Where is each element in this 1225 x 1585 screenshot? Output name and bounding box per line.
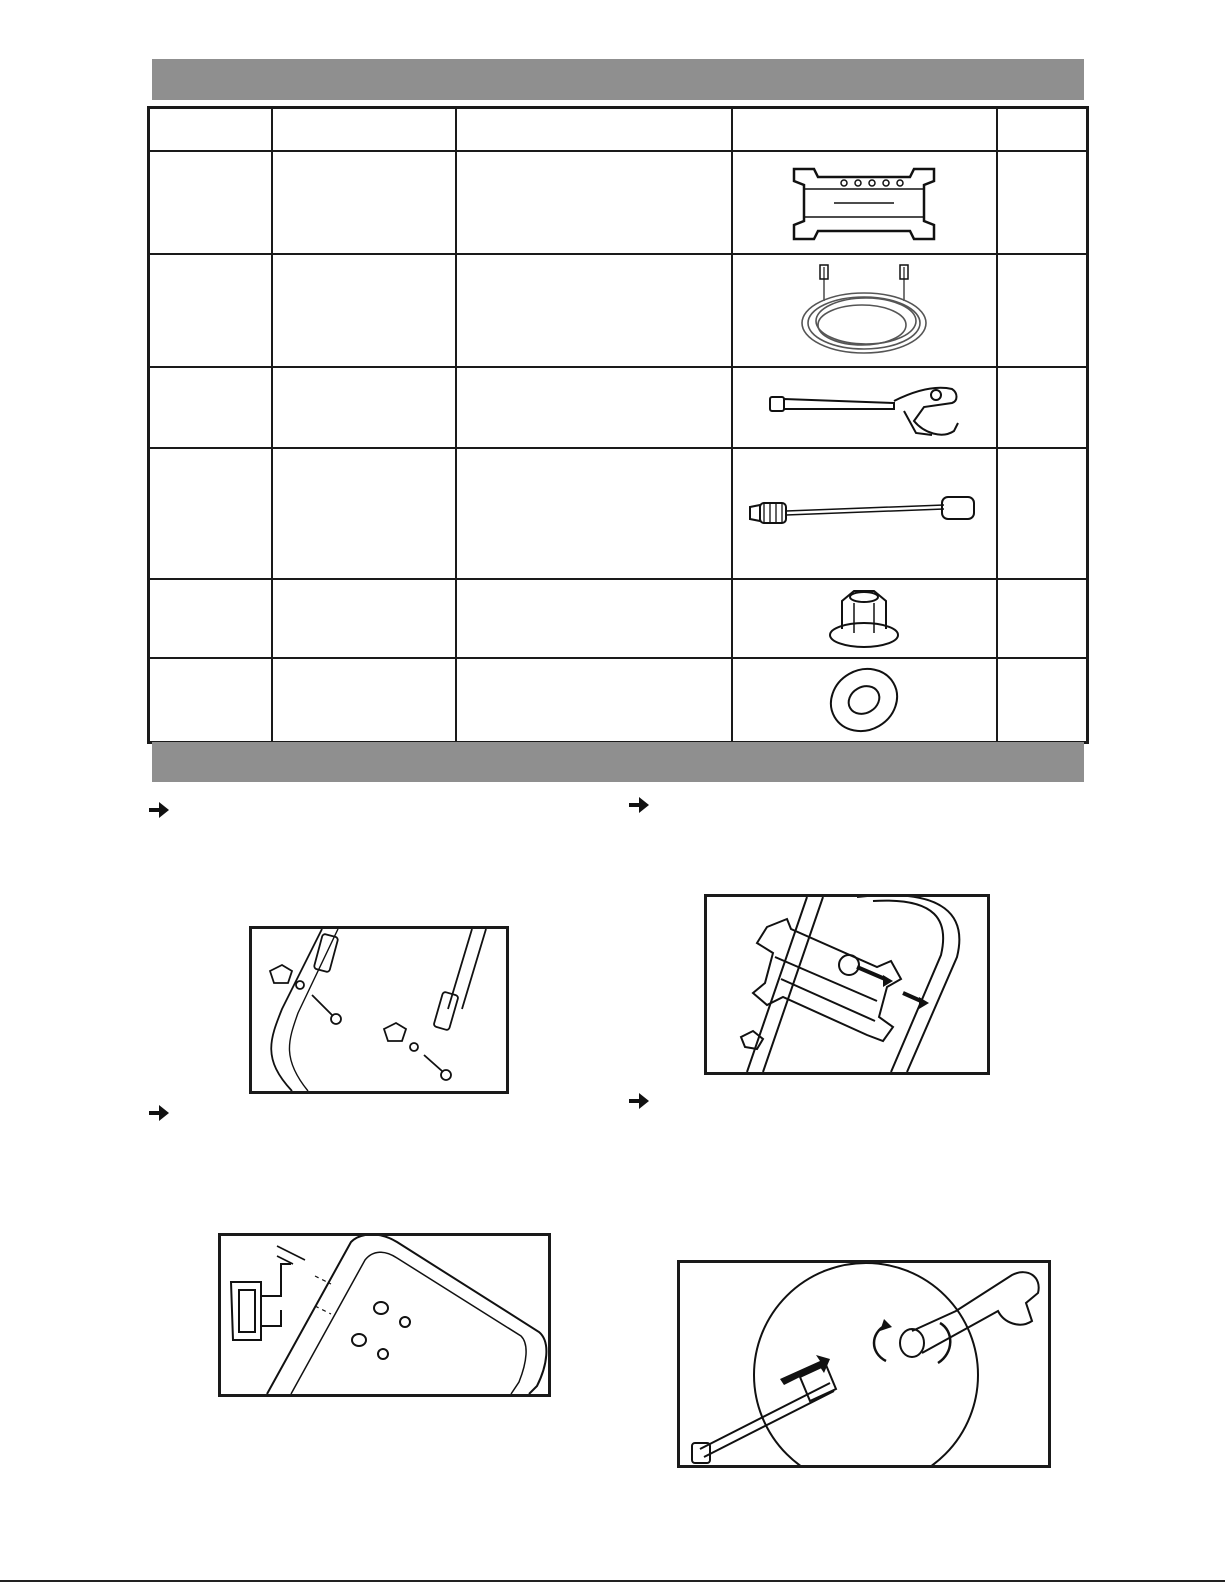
section-header-band-top [152,59,1084,100]
table-row [149,658,1088,743]
part-image-cell [732,367,997,448]
table-cell [997,579,1088,658]
table-cell [456,658,732,743]
table-cell [272,448,457,579]
section-header-band-middle [152,742,1084,782]
arrow-right-icon [628,1092,650,1110]
table-row [149,448,1088,579]
table-row [149,367,1088,448]
arrow-right-icon [628,796,650,814]
table-header-row [149,108,1088,152]
arrow-right-icon [148,1104,170,1122]
table-cell [456,579,732,658]
column-header [456,108,732,152]
spray-gun-icon [764,373,964,443]
table-cell [456,151,732,254]
column-header [732,108,997,152]
part-image-cell [732,658,997,743]
lance-to-gun-figure [677,1260,1051,1468]
hook-mounting-figure [218,1233,551,1397]
table-cell [456,367,732,448]
table-row [149,151,1088,254]
hose-hook-bracket-icon [774,159,954,247]
table-cell [149,579,272,658]
footer-rule [0,1580,1225,1582]
part-image-cell [732,151,997,254]
table-cell [456,254,732,367]
table-cell [272,579,457,658]
table-cell [997,151,1088,254]
column-header [997,108,1088,152]
table-cell [149,254,272,367]
part-image-cell [732,254,997,367]
table-cell [272,658,457,743]
parts-table [147,106,1089,744]
table-cell [149,448,272,579]
column-header [272,108,457,152]
bracket-mounting-figure [704,894,990,1075]
part-image-cell [732,448,997,579]
column-header [149,108,272,152]
table-cell [149,151,272,254]
handle-assembly-figure [249,926,509,1094]
table-cell [272,367,457,448]
high-pressure-hose-icon [784,261,944,361]
table-cell [997,658,1088,743]
washer-icon [819,660,909,740]
table-cell [456,448,732,579]
arrow-right-icon [148,801,170,819]
table-row [149,254,1088,367]
table-row [149,579,1088,658]
table-cell [149,367,272,448]
part-image-cell [732,579,997,658]
table-cell [997,367,1088,448]
table-cell [149,658,272,743]
lance-wand-icon [744,483,984,543]
table-cell [997,254,1088,367]
table-cell [272,151,457,254]
hex-nut-icon [824,583,904,653]
table-cell [272,254,457,367]
table-cell [997,448,1088,579]
